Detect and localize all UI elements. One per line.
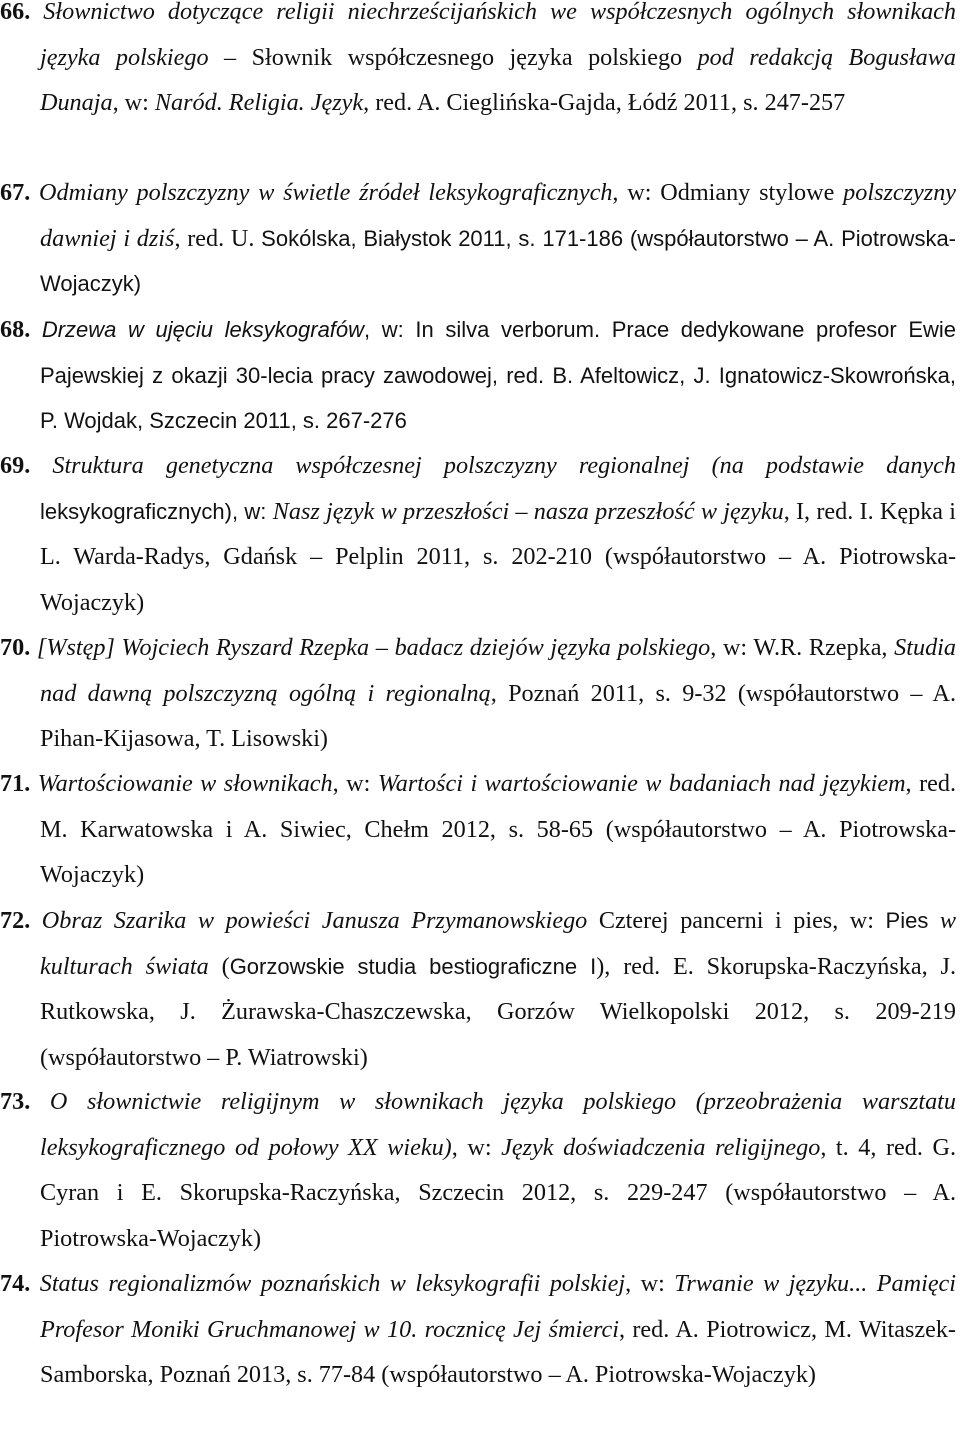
entry-text-run: w kulturach świata	[40, 907, 957, 980]
entry-number: 69.	[0, 452, 31, 479]
entry-number: 72.	[0, 907, 31, 934]
entry-text-run: , t. 4, red. G. Cyran i E. Skorupska-Raczyńska, Szczecin 2012, s. 229-247 (współautorstwo – A. Piotrowska-Wojaczyk)	[40, 1133, 956, 1252]
entry-text-run: pod redakcją Bogusława Dunaja	[40, 43, 956, 116]
bibliography-entry-67	[0, 170, 956, 307]
entry-text-run: (	[208, 952, 230, 980]
bibliography-entry-71	[0, 761, 956, 898]
entry-number: 74.	[0, 1270, 31, 1297]
entry-number: 71.	[0, 770, 31, 797]
entry-text-run: polszczyzny dawniej i dziś	[40, 179, 957, 252]
bibliography-entry-68	[0, 307, 956, 444]
entry-text-run: , w:	[612, 179, 661, 206]
entry-text-run: Studia nad dawną polszczyzną ogólną i regionalną	[40, 634, 956, 707]
entry-number: 67.	[0, 179, 31, 206]
bibliography-entry-66	[0, 0, 956, 126]
entry-text-run: ), red. E. Skorupska-Raczyńska, J. Rutkowska, J. Żurawska-Chaszczewska, Gorzów Wielkopolski 2012, s. 209-219 (współautorstwo – P. Wiatrowski)	[40, 952, 957, 1071]
entry-text-run: Naród. Religia. Język	[154, 89, 364, 116]
entry-number: 66.	[0, 0, 31, 25]
entry-text-run: Struktura genetyczna współczesnej polszczyzny regionalnej (na podstawie danych	[52, 452, 956, 479]
entry-text	[40, 0, 956, 116]
entry-number: 73.	[0, 1088, 31, 1115]
entry-text-run: Pies	[885, 908, 929, 933]
entry-text	[40, 1270, 956, 1388]
bibliography-entry-74	[0, 1261, 956, 1398]
entry-text-run: Wartościowanie w słownikach	[37, 770, 333, 797]
entry-text-run: , w: W.R. Rzepka,	[710, 634, 895, 661]
entry-text-run: leksykograficznych), w:	[40, 498, 273, 524]
bibliography-entry-72	[0, 898, 956, 1080]
entry-text	[40, 907, 956, 1071]
entry-text-run: Status regionalizmów poznańskich w leksykografii polskiej	[39, 1270, 626, 1297]
bibliography-entry-73	[0, 1079, 956, 1261]
entry-text-run: Trwanie w języku... Pamięci Profesor Moniki Gruchmanowej w 10. rocznicę Jej śmierci	[40, 1270, 957, 1343]
entry-text-run: Słownictwo dotyczące religii niechrześcijańskich we współczesnych ogólnych słownikach języka polskiego –	[40, 0, 956, 71]
entry-text-run: , w:	[112, 89, 155, 116]
entry-text-run: , w: In silva verborum. Prace dedykowane profesor Ewie Pajewskiej z okazji 30-lecia pracy zawodowej, red. B. Afeltowicz, J. Ignatowicz-Skowrońska, P. Wojdak, Szczecin 2011, s. 267-276	[40, 317, 957, 433]
entry-text-run: Odmiany polszczyzny w świetle źródeł leksykograficznych	[39, 179, 613, 206]
entry-text-run: Gorzowskie studia bestiograficzne I	[229, 953, 597, 979]
bibliography-entry-69	[0, 443, 956, 625]
entry-number: 68.	[0, 316, 31, 343]
entry-text-run: , w:	[332, 770, 378, 797]
entry-text-run: Sokólska, Białystok 2011, s. 171-186 (współautorstwo – A. Piotrowska-Wojaczyk)	[40, 225, 957, 296]
entry-text-run: [Wstęp] Wojciech Ryszard Rzepka – badacz dziejów języka polskiego	[36, 634, 711, 661]
entry-text-run: , I, red. I. Kępka i L. Warda-Radys, Gdańsk – Pelplin 2011, s. 202-210 (współautorstwo – A. Piotrowska-Wojaczyk)	[40, 497, 957, 616]
entry-text-run: , red. U.	[174, 224, 262, 252]
entry-text-run: , w:	[832, 907, 886, 934]
entry-text	[39, 179, 956, 297]
entry-text-run: , red. A. Piotrowicz, M. Witaszek-Samborska, Poznań 2013, s. 77-84 (współautorstwo – A. Piotrowska-Wojaczyk)	[40, 1315, 956, 1388]
entry-text	[38, 770, 956, 888]
entry-text	[40, 316, 956, 434]
entry-text	[40, 452, 956, 616]
entry-text-run: Czterej pancerni i pies	[598, 907, 833, 934]
entry-text-run: Drzewa w ujęciu leksykografów	[41, 317, 365, 342]
entry-text-run: O słownictwie religijnym w słownikach języka polskiego (przeobrażenia warsztatu leksykograficznego od połowy XX wieku)	[40, 1088, 956, 1161]
entry-text-run: Odmiany stylowe	[660, 179, 835, 206]
entry-text-run: , red. M. Karwatowska i A. Siwiec, Chełm 2012, s. 58-65 (współautorstwo – A. Piotrowska-Wojaczyk)	[40, 770, 957, 888]
entry-text	[37, 634, 956, 752]
entry-text-run: , w:	[625, 1270, 675, 1297]
entry-text-run: Nasz język w przeszłości – nasza przeszłość w języku	[272, 497, 784, 525]
entry-text-run: , red. A. Cieglińska-Gajda, Łódź 2011, s. 247-257	[363, 89, 846, 116]
entry-text-run: Słownik współczesnego języka polskiego	[251, 43, 683, 71]
entry-text	[40, 1088, 956, 1252]
entry-text-run: Język doświadczenia religijnego	[501, 1133, 821, 1161]
entry-text-run: Obraz Szarika w powieści Janusza Przymanowskiego	[41, 907, 599, 934]
entry-text-run: , w:	[451, 1133, 502, 1161]
bibliography-entry-70	[0, 625, 956, 762]
entry-number: 70.	[0, 634, 31, 661]
entry-text-run: Wartości i wartościowanie w badaniach nad językiem	[377, 770, 906, 797]
entry-text-run: , Poznań 2011, s. 9-32 (współautorstwo – A. Pihan-Kijasowa, T. Lisowski)	[40, 679, 956, 752]
